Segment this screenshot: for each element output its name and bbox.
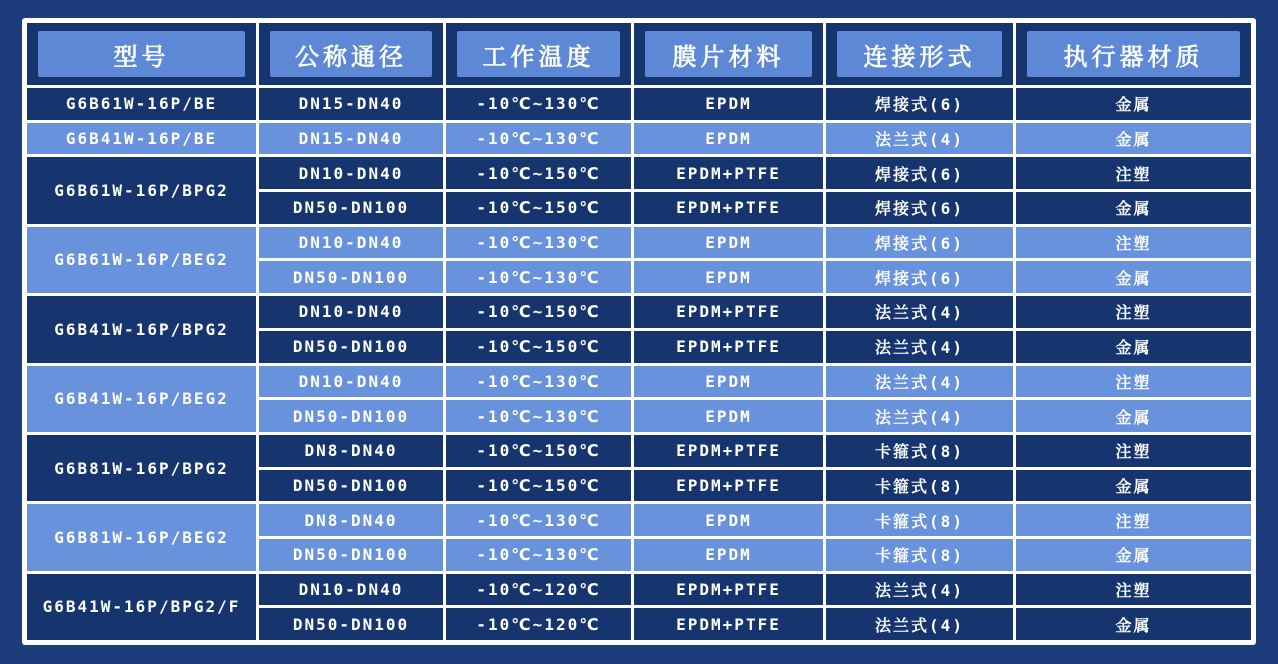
diaphragm-cell: EPDM (634, 123, 823, 155)
diameter-cell: DN50-DN100 (259, 400, 443, 432)
model-cell: G6B61W-16P/BE (27, 88, 256, 120)
table-row (27, 227, 1251, 259)
model-cell: G6B41W-16P/BPG2 (27, 296, 256, 362)
temperature-cell: -10℃~120℃ (446, 574, 631, 606)
diaphragm-cell: EPDM+PTFE (634, 157, 823, 189)
header-cell-diameter (259, 23, 443, 85)
model-cell: G6B41W-16P/BEG2 (27, 366, 256, 432)
connection-cell: 焊接式(6) (826, 192, 1013, 224)
header-row (27, 23, 1251, 85)
actuator-cell: 金属 (1016, 331, 1251, 363)
connection-cell: 法兰式(4) (826, 123, 1013, 155)
diaphragm-cell: EPDM+PTFE (634, 574, 823, 606)
spec-table-frame (22, 18, 1256, 645)
connection-cell: 焊接式(6) (826, 88, 1013, 120)
table-row (27, 123, 1251, 155)
diameter-cell: DN15-DN40 (259, 123, 443, 155)
diaphragm-cell: EPDM (634, 227, 823, 259)
actuator-cell: 金属 (1016, 123, 1251, 155)
diaphragm-cell: EPDM+PTFE (634, 331, 823, 363)
diameter-cell: DN10-DN40 (259, 296, 443, 328)
diaphragm-cell: EPDM (634, 88, 823, 120)
diameter-cell: DN10-DN40 (259, 227, 443, 259)
connection-cell: 卡箍式(8) (826, 435, 1013, 467)
actuator-cell: 注塑 (1016, 435, 1251, 467)
table-row (27, 366, 1251, 398)
temperature-cell: -10℃~130℃ (446, 123, 631, 155)
header-label-actuator: 执行器材质 (1027, 31, 1240, 77)
actuator-cell: 金属 (1016, 470, 1251, 502)
table-row (27, 88, 1251, 120)
diameter-cell: DN10-DN40 (259, 366, 443, 398)
actuator-cell: 金属 (1016, 192, 1251, 224)
diameter-cell: DN50-DN100 (259, 261, 443, 293)
diaphragm-cell: EPDM+PTFE (634, 435, 823, 467)
actuator-cell: 金属 (1016, 608, 1251, 640)
actuator-cell: 注塑 (1016, 157, 1251, 189)
temperature-cell: -10℃~150℃ (446, 470, 631, 502)
table-row (27, 504, 1251, 536)
temperature-cell: -10℃~130℃ (446, 400, 631, 432)
diameter-cell: DN50-DN100 (259, 470, 443, 502)
temperature-cell: -10℃~150℃ (446, 435, 631, 467)
diameter-cell: DN50-DN100 (259, 539, 443, 571)
header-cell-connection (826, 23, 1013, 85)
connection-cell: 法兰式(4) (826, 331, 1013, 363)
table-row (27, 157, 1251, 189)
temperature-cell: -10℃~130℃ (446, 227, 631, 259)
header-label-temperature: 工作温度 (457, 31, 620, 77)
actuator-cell: 金属 (1016, 400, 1251, 432)
header-label-model: 型号 (38, 31, 245, 77)
connection-cell: 卡箍式(8) (826, 539, 1013, 571)
model-cell: G6B61W-16P/BPG2 (27, 157, 256, 223)
connection-cell: 卡箍式(8) (826, 504, 1013, 536)
diaphragm-cell: EPDM+PTFE (634, 608, 823, 640)
connection-cell: 焊接式(6) (826, 261, 1013, 293)
diameter-cell: DN8-DN40 (259, 504, 443, 536)
header-label-diaphragm: 膜片材料 (645, 31, 812, 77)
diameter-cell: DN10-DN40 (259, 157, 443, 189)
diameter-cell: DN8-DN40 (259, 435, 443, 467)
actuator-cell: 注塑 (1016, 366, 1251, 398)
actuator-cell: 注塑 (1016, 504, 1251, 536)
diaphragm-cell: EPDM (634, 539, 823, 571)
spec-table (24, 20, 1254, 643)
model-cell: G6B61W-16P/BEG2 (27, 227, 256, 293)
temperature-cell: -10℃~120℃ (446, 608, 631, 640)
model-cell: G6B81W-16P/BEG2 (27, 504, 256, 570)
diaphragm-cell: EPDM+PTFE (634, 296, 823, 328)
diameter-cell: DN15-DN40 (259, 88, 443, 120)
model-cell: G6B41W-16P/BPG2/F (27, 574, 256, 640)
actuator-cell: 注塑 (1016, 227, 1251, 259)
connection-cell: 卡箍式(8) (826, 470, 1013, 502)
connection-cell: 法兰式(4) (826, 608, 1013, 640)
table-row (27, 296, 1251, 328)
temperature-cell: -10℃~150℃ (446, 296, 631, 328)
diaphragm-cell: EPDM+PTFE (634, 192, 823, 224)
connection-cell: 法兰式(4) (826, 574, 1013, 606)
header-label-connection: 连接形式 (837, 31, 1002, 77)
actuator-cell: 注塑 (1016, 574, 1251, 606)
table-row (27, 435, 1251, 467)
diaphragm-cell: EPDM (634, 400, 823, 432)
temperature-cell: -10℃~130℃ (446, 539, 631, 571)
header-cell-model (27, 23, 256, 85)
table-row (27, 574, 1251, 606)
actuator-cell: 金属 (1016, 539, 1251, 571)
diameter-cell: DN50-DN100 (259, 331, 443, 363)
model-cell: G6B41W-16P/BE (27, 123, 256, 155)
diameter-cell: DN10-DN40 (259, 574, 443, 606)
diaphragm-cell: EPDM (634, 504, 823, 536)
connection-cell: 法兰式(4) (826, 296, 1013, 328)
connection-cell: 法兰式(4) (826, 400, 1013, 432)
header-cell-diaphragm (634, 23, 823, 85)
actuator-cell: 金属 (1016, 261, 1251, 293)
diaphragm-cell: EPDM (634, 261, 823, 293)
temperature-cell: -10℃~130℃ (446, 261, 631, 293)
temperature-cell: -10℃~150℃ (446, 331, 631, 363)
temperature-cell: -10℃~130℃ (446, 504, 631, 536)
model-cell: G6B81W-16P/BPG2 (27, 435, 256, 501)
temperature-cell: -10℃~150℃ (446, 157, 631, 189)
temperature-cell: -10℃~130℃ (446, 366, 631, 398)
temperature-cell: -10℃~130℃ (446, 88, 631, 120)
diameter-cell: DN50-DN100 (259, 608, 443, 640)
connection-cell: 焊接式(6) (826, 157, 1013, 189)
header-label-diameter: 公称通径 (270, 31, 432, 77)
temperature-cell: -10℃~150℃ (446, 192, 631, 224)
connection-cell: 法兰式(4) (826, 366, 1013, 398)
connection-cell: 焊接式(6) (826, 227, 1013, 259)
actuator-cell: 注塑 (1016, 296, 1251, 328)
diaphragm-cell: EPDM+PTFE (634, 470, 823, 502)
header-cell-actuator (1016, 23, 1251, 85)
actuator-cell: 金属 (1016, 88, 1251, 120)
diameter-cell: DN50-DN100 (259, 192, 443, 224)
header-cell-temperature (446, 23, 631, 85)
diaphragm-cell: EPDM (634, 366, 823, 398)
